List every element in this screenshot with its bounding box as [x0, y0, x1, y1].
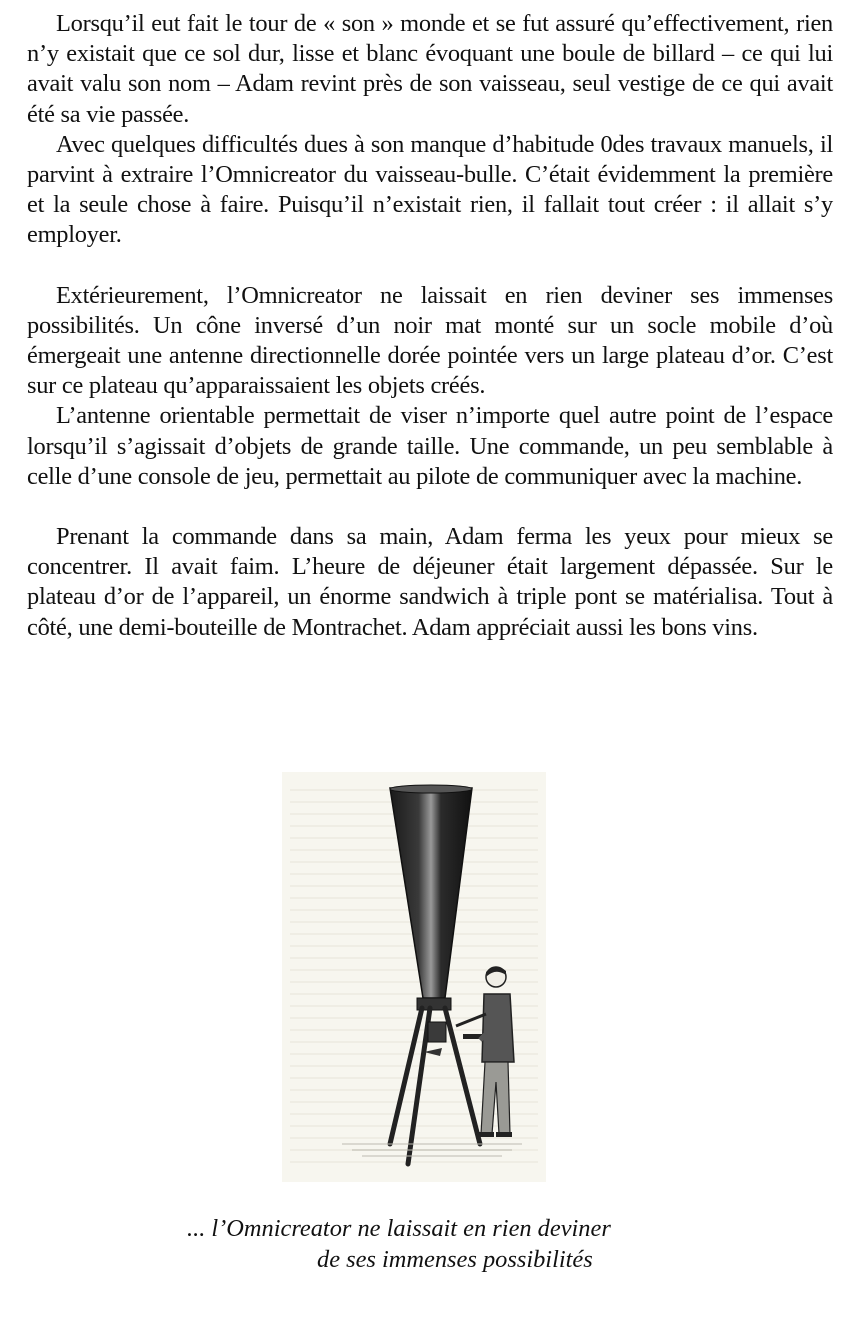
paragraph-2: Avec quelques difficultés dues à son manque d’habitude 0des travaux manuels, il parvint à extraire l’Omnicreator du vaisseau-bulle. C’était évidemment la première et la seule chose à faire. Puisqu’il n’existait rien, il fallait tout créer : il allait s’y employer.	[27, 130, 833, 249]
paragraph-spacer	[27, 492, 833, 522]
paragraph-1: Lorsqu’il eut fait le tour de « son » monde et se fut assuré qu’effectivement, rien n’y existait que ce sol dur, lisse et blanc évoquant une boule de billard – ce qui lui avait valu son nom – Adam revint près de son vaisseau, seul vestige de ce qui avait été sa vie passée.	[27, 10, 833, 128]
paragraph-5: Prenant la commande dans sa main, Adam ferma les yeux pour mieux se concentrer. Il avait faim. L’heure de déjeuner était largement dépassée. Sur le plateau d’or de l’appareil, un énorme sandwich à triple pont se matérialisa. Tout à côté, une demi-bouteille de Montrachet. Adam appréciait aussi les bons vins.	[27, 523, 833, 641]
engraving-omnicreator-icon	[282, 772, 546, 1182]
paragraph-spacer	[27, 251, 833, 281]
paragraph-3: Extérieurement, l’Omnicreator ne laissait en rien deviner ses immenses possibilités. Un cône inversé d’un noir mat monté sur un socle mobile d’où émergeait une antenne directionnelle dorée pointée vers un large plateau d’or. C’est sur ce plateau qu’apparaissaient les objets créés.	[27, 281, 833, 400]
caption-line-2: de ses immenses possibilités	[317, 1246, 593, 1273]
illustration-figure	[282, 772, 546, 1182]
document-body	[27, 9, 833, 643]
paragraph-4: L’antenne orientable permettait de viser n’importe quel autre point de l’espace lorsqu’il s’agissait d’objets de grande taille. Une commande, un peu semblable à celle d’une console de jeu, permettait au pilote de communiquer avec la machine.	[27, 402, 833, 490]
caption-line-1: ... l’Omnicreator ne laissait en rien deviner	[187, 1215, 611, 1242]
